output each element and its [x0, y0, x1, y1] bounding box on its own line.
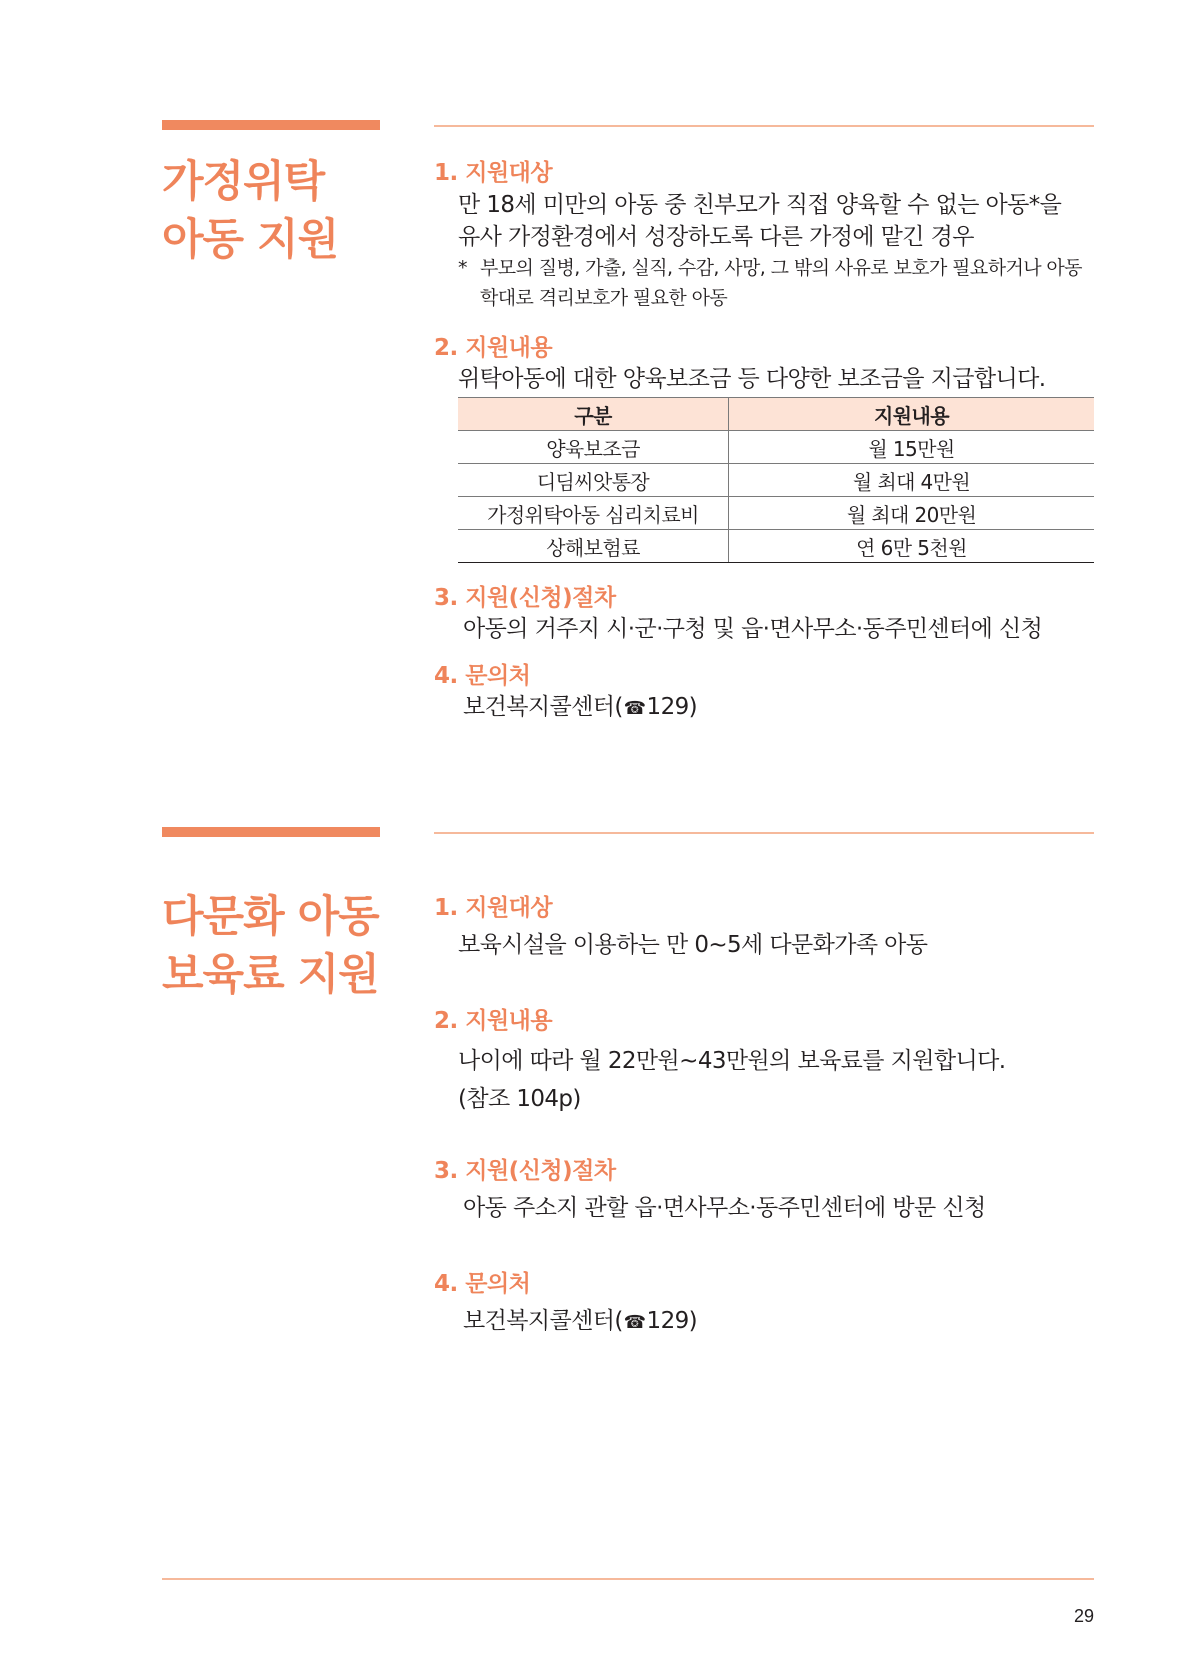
section-2-accent-bar [162, 827, 380, 837]
section-2-contact-text [463, 1305, 1094, 1339]
section-1-contact-heading: 4. 문의처 [434, 663, 531, 689]
contact-name: 보건복지콜센터( [463, 1308, 623, 1334]
table-row [458, 431, 1094, 464]
section-2-contact-heading: 4. 문의처 [434, 1271, 531, 1297]
section-2-target-heading: 1. 지원대상 [434, 895, 553, 921]
section-2-title [162, 888, 379, 1004]
table-header-category: 구분 [458, 398, 729, 431]
contact-number: 129) [646, 694, 698, 720]
section-2-content-heading: 2. 지원내용 [434, 1008, 553, 1034]
section-2-procedure-heading: 3. 지원(신청)절차 [434, 1158, 616, 1184]
contact-number: 129) [646, 1308, 698, 1334]
table-cell-category: 양육보조금 [458, 431, 729, 464]
section-1-target-line2: 유사 가정환경에서 성장하도록 다른 가정에 맡긴 경우 [458, 224, 974, 250]
table-cell-category: 디딤씨앗통장 [458, 464, 729, 497]
section-1-content-text: 위탁아동에 대한 양육보조금 등 다양한 보조금을 지급합니다. [458, 366, 1046, 392]
phone-icon: ☎ [623, 1312, 646, 1333]
section-1-contact-text [463, 691, 1094, 725]
section-2-content-line2: (참조 104p) [458, 1086, 581, 1112]
section-1-top-rule [434, 125, 1094, 127]
table-header-row [458, 398, 1094, 431]
table-cell-amount: 월 최대 4만원 [729, 464, 1095, 497]
contact-name: 보건복지콜센터( [463, 694, 623, 720]
section-1-title [162, 153, 338, 269]
section-1-title-line1: 가정위탁 [162, 157, 325, 207]
section-1-content-heading: 2. 지원내용 [434, 335, 553, 361]
section-1-title-line2: 아동 지원 [162, 215, 339, 265]
section-1-accent-bar [162, 120, 380, 130]
table-cell-category: 가정위탁아동 심리치료비 [458, 497, 729, 530]
table-row [458, 497, 1094, 530]
table-cell-amount: 연 6만 5천원 [729, 530, 1095, 563]
footer-rule [162, 1578, 1094, 1580]
section-2-title-line1: 다문화 아동 [162, 892, 379, 942]
footnote-mark: * [458, 257, 467, 279]
section-2-target-text: 보육시설을 이용하는 만 0~5세 다문화가족 아동 [458, 932, 928, 958]
table-cell-amount: 월 최대 20만원 [729, 497, 1095, 530]
table-cell-amount: 월 15만원 [729, 431, 1095, 464]
section-1-procedure-text: 아동의 거주지 시·군·구청 및 읍·면사무소·동주민센터에 신청 [463, 616, 1043, 642]
section-2-procedure-text: 아동 주소지 관할 읍·면사무소·동주민센터에 방문 신청 [463, 1195, 986, 1221]
section-2-top-rule [434, 832, 1094, 834]
subsidy-table [458, 397, 1094, 563]
section-2-title-line2: 보육료 지원 [162, 950, 379, 1000]
page-number: 29 [1073, 1606, 1094, 1626]
table-cell-category: 상해보험료 [458, 530, 729, 563]
footnote-text: 부모의 질병, 가출, 실직, 수감, 사망, 그 밖의 사유로 보호가 필요하거나 아동학대로 격리보호가 필요한 아동 [480, 257, 1082, 309]
phone-icon: ☎ [623, 698, 646, 719]
section-1-target-heading: 1. 지원대상 [434, 160, 553, 186]
section-1-target-footnote [458, 253, 1094, 313]
table-row [458, 464, 1094, 497]
section-2-content [434, 893, 1094, 1339]
section-2-content-line1: 나이에 따라 월 22만원~43만원의 보육료를 지원합니다. [458, 1048, 1006, 1074]
section-1-content [434, 158, 1094, 725]
section-1-target-line1: 만 18세 미만의 아동 중 친부모가 직접 양육할 수 없는 아동*을 [458, 192, 1062, 218]
table-row [458, 530, 1094, 563]
section-1-procedure-heading: 3. 지원(신청)절차 [434, 585, 616, 611]
table-header-support: 지원내용 [729, 398, 1095, 431]
